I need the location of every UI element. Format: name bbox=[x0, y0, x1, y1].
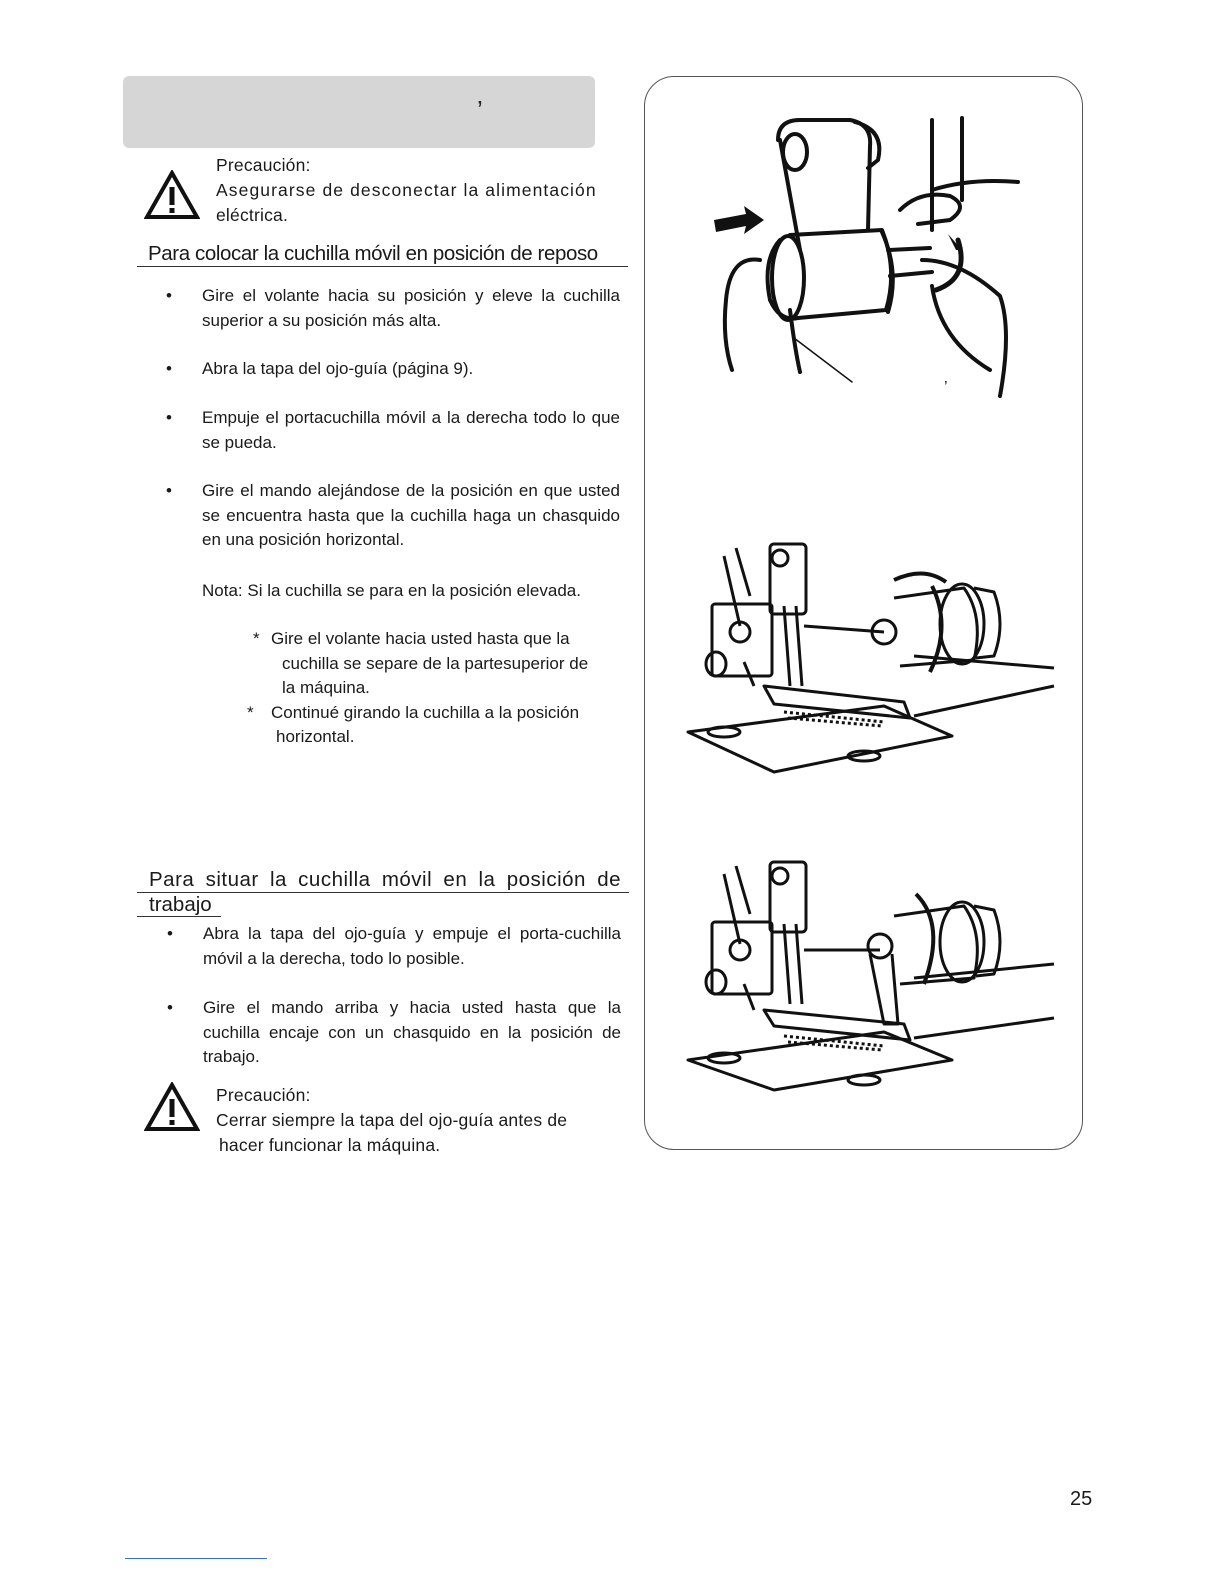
section-header-bar bbox=[123, 76, 595, 148]
caution-top bbox=[216, 153, 620, 228]
list-item bbox=[167, 996, 621, 1071]
star-mark: * bbox=[247, 703, 254, 722]
warning-icon bbox=[144, 170, 200, 220]
footer-link-line bbox=[125, 1558, 267, 1559]
bullet-dot: • bbox=[167, 998, 173, 1017]
caution-bottom-title: Precaución: bbox=[216, 1085, 311, 1105]
caution-bottom-line2: hacer funcionar la máquina. bbox=[219, 1135, 441, 1155]
bullet-dot: • bbox=[166, 481, 172, 500]
caution-bottom bbox=[216, 1083, 620, 1158]
page-number: 25 bbox=[1070, 1488, 1093, 1510]
list-item bbox=[166, 284, 620, 334]
star2-line2: horizontal. bbox=[276, 727, 355, 746]
caution-top-title: Precaución: bbox=[216, 155, 311, 175]
bullet-text: Abra la tapa del ojo-guía (página 9). bbox=[202, 359, 474, 378]
section2-title-line1: Para situar la cuchilla móvil en la posición de bbox=[149, 868, 621, 891]
bullet-text: Gire el mando alejándose de la posición en que usted se encuentra hasta que la cuchilla haga un chasquido en una posición horizontal. bbox=[202, 481, 620, 549]
note-text: Nota: Si la cuchilla se para en la posición elevada. bbox=[202, 581, 581, 600]
illustration-rest-position bbox=[684, 536, 1064, 786]
illustration-push-cutter bbox=[700, 110, 1030, 410]
bullet-text: Gire el mando arriba y hacia usted hasta que la cuchilla encaje con un chasquido en la posición de trabajo. bbox=[203, 998, 621, 1066]
section2-title-line2: trabajo bbox=[149, 893, 212, 916]
list-item bbox=[166, 357, 620, 382]
figure-apostrophe: ’ bbox=[944, 379, 948, 396]
caution-bottom-line1: Cerrar siempre la tapa del ojo-guía antes de bbox=[216, 1110, 568, 1130]
bullet-text: Abra la tapa del ojo-guía y empuje el porta-cuchilla móvil a la derecha, todo lo posible. bbox=[203, 924, 621, 968]
section1-title: Para colocar la cuchilla móvil en posición de reposo bbox=[148, 242, 598, 265]
bullet-dot: • bbox=[166, 359, 172, 378]
list-item bbox=[166, 479, 620, 554]
list-item bbox=[167, 922, 621, 972]
header-apostrophe: ’ bbox=[477, 95, 483, 125]
list-item bbox=[166, 406, 620, 456]
section1-rule bbox=[137, 266, 628, 267]
bullet-dot: • bbox=[166, 286, 172, 305]
illustration-working-position bbox=[684, 854, 1064, 1094]
star2-line1: Continué girando la cuchilla a la posición bbox=[271, 703, 580, 722]
caution-top-line1: Asegurarse de desconectar la alimentación bbox=[216, 180, 597, 200]
star1-line3: la máquina. bbox=[282, 678, 370, 697]
bullet-text: Empuje el portacuchilla móvil a la derecha todo lo que se pueda. bbox=[202, 408, 620, 452]
star-mark: * bbox=[253, 629, 260, 648]
star1-line1: Gire el volante hacia usted hasta que la bbox=[271, 629, 570, 648]
star1-line2: cuchilla se separe de la partesuperior de bbox=[282, 654, 589, 673]
bullet-text: Gire el volante hacia su posición y eleve la cuchilla superior a su posición más alta. bbox=[202, 286, 620, 330]
bullet-dot: • bbox=[167, 924, 173, 943]
section2-rule2 bbox=[137, 916, 221, 917]
caution-top-line2: eléctrica. bbox=[216, 205, 289, 225]
warning-icon bbox=[144, 1082, 200, 1132]
bullet-dot: • bbox=[166, 408, 172, 427]
